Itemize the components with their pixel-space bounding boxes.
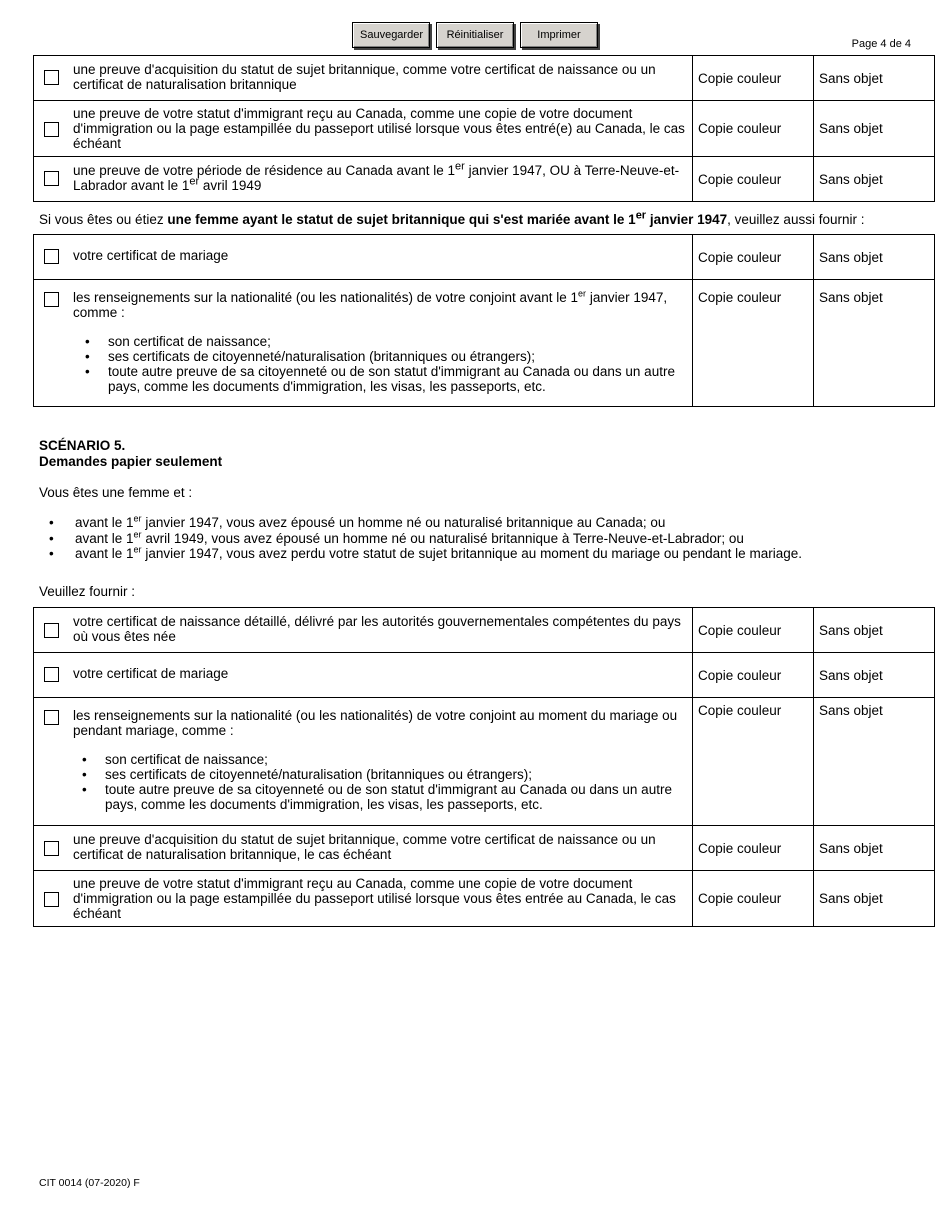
copy-type: Copie couleur	[693, 698, 814, 826]
not-applicable: Sans objet	[814, 101, 935, 157]
copy-type: Copie couleur	[693, 235, 814, 280]
document-list	[73, 752, 688, 812]
scenario-intro: Vous êtes une femme et :	[39, 485, 193, 500]
requirement-text: une preuve d'acquisition du statut de sujet britannique, comme votre certificat de naissance ou un certificat de naturalisation britannique	[73, 62, 656, 92]
table-row	[34, 101, 935, 157]
requirement-text: une preuve d'acquisition du statut de sujet britannique, comme votre certificat de naissance ou un certificat de naturalisation britannique, le cas échéant	[73, 832, 656, 862]
form-code: CIT 0014 (07-2020) F	[39, 1177, 140, 1189]
checkbox[interactable]	[44, 892, 59, 907]
copy-type: Copie couleur	[693, 826, 814, 871]
not-applicable: Sans objet	[814, 608, 935, 653]
table-row	[34, 56, 935, 101]
copy-type: Copie couleur	[693, 56, 814, 101]
document-list	[73, 334, 688, 394]
copy-type: Copie couleur	[693, 653, 814, 698]
list-item: • ses certificats de citoyenneté/naturalisation (britanniques ou étrangers);	[108, 349, 688, 364]
list-item: • avant le 1er janvier 1947, vous avez épousé un homme né ou naturalisé britannique au Canada; ou	[49, 515, 802, 531]
checkbox[interactable]	[44, 70, 59, 85]
copy-type: Copie couleur	[693, 608, 814, 653]
requirement-text: les renseignements sur la nationalité (ou les nationalités) de votre conjoint au moment du mariage ou pendant mariage, comme : • son certificat de naissance; • ses certificats de citoyenneté/naturalisation (britanniques ou étrangers); • toute autre preuve de sa citoyenneté ou de son statut d'immigrant au Canada ou dans un autre pays, comme les documents d'immigration, les visas, les passeports, etc.	[73, 708, 688, 812]
save-button[interactable]: Sauvegarder	[352, 22, 430, 48]
table-row	[34, 653, 935, 698]
reset-button[interactable]: Réinitialiser	[436, 22, 514, 48]
checkbox[interactable]	[44, 292, 59, 307]
requirement-text: une preuve de votre statut d'immigrant reçu au Canada, comme une copie de votre document d'immigration ou la page estampillée du passeport utilisé lorsque vous êtes entrée au Canada, le cas échéant	[73, 876, 676, 921]
checkbox[interactable]	[44, 122, 59, 137]
list-item: • avant le 1er avril 1949, vous avez épousé un homme né ou naturalisé britannique à Terre-Neuve-et-Labrador; ou	[49, 531, 802, 547]
table-row	[34, 157, 935, 202]
scenario-subtitle: Demandes papier seulement	[39, 454, 223, 469]
married-woman-note: Si vous êtes ou étiez une femme ayant le statut de sujet britannique qui s'est mariée avant le 1er janvier 1947, veuillez aussi fournir :	[39, 209, 865, 227]
scenario-title: SCÉNARIO 5.	[39, 438, 126, 453]
form-toolbar	[352, 22, 598, 48]
not-applicable: Sans objet	[814, 56, 935, 101]
not-applicable: Sans objet	[814, 235, 935, 280]
copy-type: Copie couleur	[693, 280, 814, 407]
table-row	[34, 608, 935, 653]
requirement-text: votre certificat de mariage	[73, 666, 229, 681]
list-item: • avant le 1er janvier 1947, vous avez perdu votre statut de sujet britannique au moment du mariage ou pendant le mariage.	[49, 546, 802, 562]
table-row	[34, 871, 935, 927]
documents-table-1	[33, 55, 935, 202]
not-applicable: Sans objet	[814, 826, 935, 871]
checkbox[interactable]	[44, 710, 59, 725]
copy-type: Copie couleur	[693, 157, 814, 202]
not-applicable: Sans objet	[814, 653, 935, 698]
checkbox[interactable]	[44, 249, 59, 264]
table-row	[34, 280, 935, 407]
list-item: • toute autre preuve de sa citoyenneté ou de son statut d'immigrant au Canada ou dans un autre pays, comme les documents d'immigration, les visas, les passeports, etc.	[105, 782, 688, 812]
list-item: • son certificat de naissance;	[108, 334, 688, 349]
scenario-conditions	[49, 515, 802, 562]
not-applicable: Sans objet	[814, 698, 935, 826]
not-applicable: Sans objet	[814, 871, 935, 927]
checkbox[interactable]	[44, 623, 59, 638]
copy-type: Copie couleur	[693, 101, 814, 157]
page-number: Page 4 de 4	[851, 38, 911, 50]
not-applicable: Sans objet	[814, 157, 935, 202]
requirement-text: les renseignements sur la nationalité (ou les nationalités) de votre conjoint avant le 1er janvier 1947, comme : • son certificat de naissance; • ses certificats de citoyenneté/naturalisation (britanniques ou étrangers); • toute autre preuve de sa citoyenneté ou de son statut d'immigrant au Canada ou dans un autre pays, comme les documents d'immigration, les visas, les passeports, etc.	[73, 290, 688, 394]
provide-label: Veuillez fournir :	[39, 584, 136, 599]
table-row	[34, 698, 935, 826]
table-row	[34, 826, 935, 871]
documents-table-3	[33, 607, 935, 927]
checkbox[interactable]	[44, 171, 59, 186]
print-button[interactable]: Imprimer	[520, 22, 598, 48]
checkbox[interactable]	[44, 841, 59, 856]
requirement-text: votre certificat de mariage	[73, 248, 229, 263]
copy-type: Copie couleur	[693, 871, 814, 927]
requirement-text: une preuve de votre statut d'immigrant reçu au Canada, comme une copie de votre document d'immigration ou la page estampillée du passeport utilisé lorsque vous êtes entré(e) au Canada, le cas échéant	[73, 106, 685, 151]
not-applicable: Sans objet	[814, 280, 935, 407]
documents-table-2	[33, 234, 935, 407]
checkbox[interactable]	[44, 667, 59, 682]
list-item: • toute autre preuve de sa citoyenneté ou de son statut d'immigrant au Canada ou dans un autre pays, comme les documents d'immigration, les visas, les passeports, etc.	[108, 364, 688, 394]
requirement-text: votre certificat de naissance détaillé, délivré par les autorités gouvernementales compétentes du pays où vous êtes née	[73, 614, 681, 644]
list-item: • ses certificats de citoyenneté/naturalisation (britanniques ou étrangers);	[105, 767, 688, 782]
list-item: • son certificat de naissance;	[105, 752, 688, 767]
requirement-text: une preuve de votre période de résidence au Canada avant le 1er janvier 1947, OU à Terre-Neuve-et-Labrador avant le 1er avril 1949	[73, 160, 680, 193]
table-row	[34, 235, 935, 280]
